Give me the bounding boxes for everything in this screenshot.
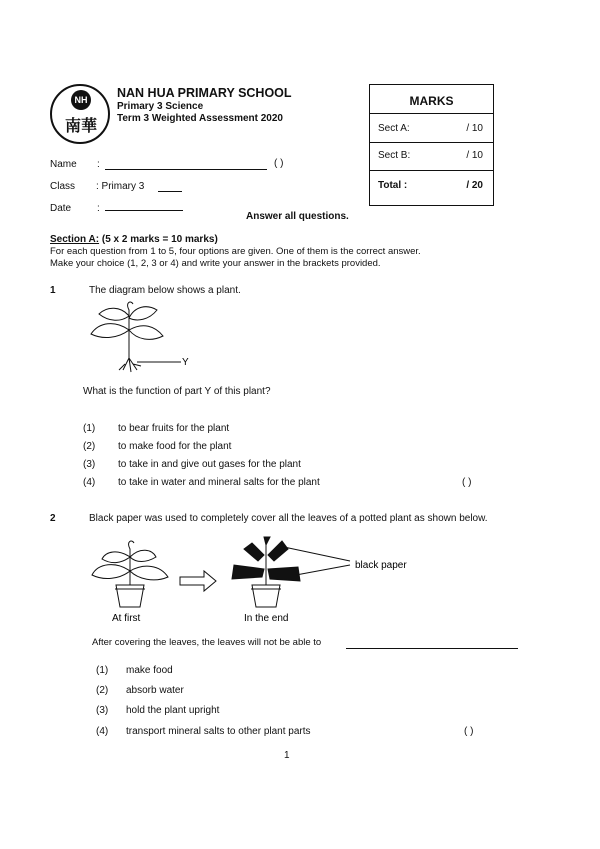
- index-bracket: ( ): [274, 158, 284, 169]
- q2-option-1-number: (1): [96, 665, 109, 676]
- section-a-instruction-1: For each question from 1 to 5, four options are given. One of them is the correct answer.: [50, 246, 421, 257]
- plant-in-the-end: [232, 537, 350, 607]
- q1-option-1-number: (1): [83, 423, 96, 434]
- section-a-marks: (5 x 2 marks = 10 marks): [101, 234, 218, 245]
- q2-number: 2: [50, 513, 56, 524]
- marks-box: [369, 84, 494, 206]
- logo-chinese-text: 南華: [64, 116, 97, 135]
- label-at-first: At first: [112, 613, 141, 624]
- q2-option-2-number: (2): [96, 685, 109, 696]
- marks-value: / 10: [466, 150, 483, 161]
- marks-row-section-a: [370, 113, 493, 142]
- logo-initials: NH: [71, 90, 91, 110]
- q2-option-2-text: absorb water: [126, 685, 184, 696]
- name-field[interactable]: [105, 169, 267, 170]
- q2-question: After covering the leaves, the leaves will not be able to: [92, 637, 322, 648]
- q1-text: The diagram below shows a plant.: [89, 285, 241, 296]
- q2-answer-bracket[interactable]: ( ): [464, 726, 474, 737]
- exam-title: Term 3 Weighted Assessment 2020: [117, 113, 283, 124]
- marks-row-total: [370, 170, 493, 205]
- marks-value: / 20: [466, 180, 483, 191]
- q1-question: What is the function of part Y of this plant?: [83, 386, 271, 397]
- q2-option-4-text: transport mineral salts to other plant parts: [126, 726, 311, 737]
- q1-answer-bracket[interactable]: ( ): [462, 477, 472, 488]
- school-logo: [50, 84, 110, 144]
- q1-option-4-text: to take in water and mineral salts for the plant: [118, 477, 320, 488]
- q1-option-3-text: to take in and give out gases for the plant: [118, 459, 301, 470]
- name-label: Name: [50, 159, 77, 170]
- q1-option-2-text: to make food for the plant: [118, 441, 232, 452]
- plant-at-first: [92, 541, 168, 607]
- marks-label: Sect B:: [378, 150, 411, 161]
- school-name: NAN HUA PRIMARY SCHOOL: [117, 86, 292, 100]
- marks-title: MARKS: [409, 94, 454, 108]
- q1-option-3-number: (3): [83, 459, 96, 470]
- q2-option-3-number: (3): [96, 705, 109, 716]
- level-title: Primary 3 Science: [117, 101, 204, 112]
- q2-option-1-text: make food: [126, 665, 173, 676]
- q2-option-3-text: hold the plant upright: [126, 705, 220, 716]
- marks-label: Total :: [378, 180, 408, 191]
- section-a-instruction-2: Make your choice (1, 2, 3 or 4) and write your answer in the brackets provided.: [50, 258, 381, 269]
- date-field[interactable]: [105, 210, 183, 211]
- q1-option-2-number: (2): [83, 441, 96, 452]
- class-value: : Primary 3: [96, 181, 145, 192]
- section-a-title: Section A:: [50, 234, 100, 245]
- label-in-the-end: In the end: [244, 613, 289, 624]
- marks-label: Sect A:: [378, 123, 410, 134]
- name-colon: :: [97, 159, 100, 170]
- potted-plant-diagram: [88, 535, 428, 625]
- instruction: Answer all questions.: [246, 211, 349, 222]
- q2-text: Black paper was used to completely cover all the leaves of a potted plant as shown below.: [89, 513, 488, 524]
- class-label: Class: [50, 181, 76, 192]
- marks-row-section-b: [370, 142, 493, 170]
- plant-diagram: [85, 300, 195, 380]
- q2-answer-line[interactable]: [346, 648, 518, 649]
- label-black-paper: black paper: [355, 560, 407, 571]
- arrow-icon: [180, 571, 216, 591]
- date-label: Date: [50, 203, 72, 214]
- q1-number: 1: [50, 285, 56, 296]
- q2-option-4-number: (4): [96, 726, 109, 737]
- q1-option-1-text: to bear fruits for the plant: [118, 423, 230, 434]
- marks-value: / 10: [466, 123, 483, 134]
- class-field[interactable]: [158, 191, 182, 192]
- label-y: Y: [182, 357, 189, 368]
- page-number: 1: [284, 750, 290, 761]
- q1-option-4-number: (4): [83, 477, 96, 488]
- date-colon: :: [97, 203, 100, 214]
- section-a-heading: [50, 234, 218, 245]
